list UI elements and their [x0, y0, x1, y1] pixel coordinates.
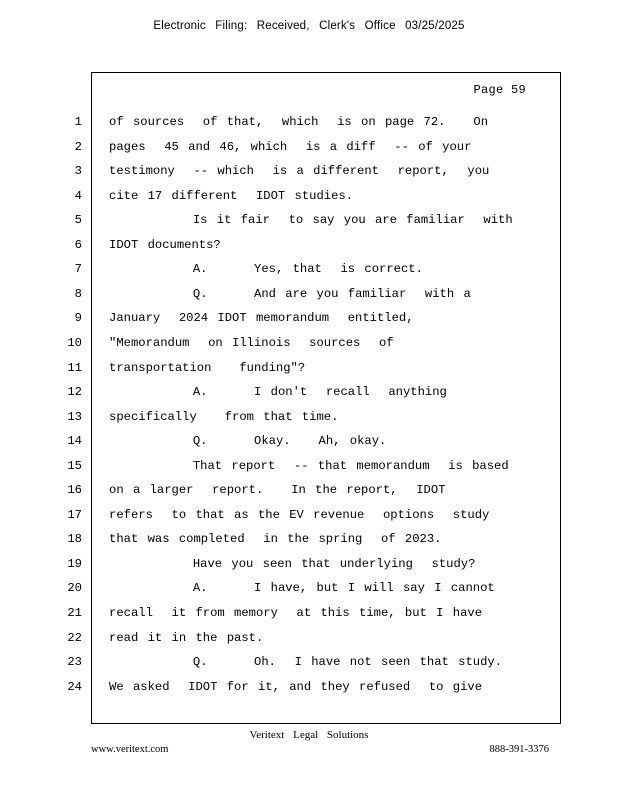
transcript-line	[0, 554, 560, 574]
transcript-line	[0, 284, 560, 304]
line-number: 8	[74, 286, 82, 301]
line-number: 24	[67, 679, 82, 694]
footer-website: www.veritext.com	[91, 744, 169, 755]
transcript-line	[0, 480, 560, 500]
page-number-label: Page 59	[473, 83, 526, 97]
line-text: IDOT documents?	[109, 237, 221, 252]
transcript-line	[0, 186, 560, 206]
line-text: on a larger report. In the report, IDOT	[109, 483, 446, 498]
line-number: 13	[67, 409, 82, 424]
line-number: 11	[67, 360, 82, 375]
transcript-line	[0, 578, 560, 598]
transcript-line	[0, 161, 560, 181]
transcript-line	[0, 333, 560, 353]
line-text: "Memorandum on Illinois sources of	[109, 335, 394, 350]
transcript-line	[0, 358, 560, 378]
line-number: 22	[67, 630, 82, 645]
line-text: of sources of that, which is on page 72. On	[109, 115, 489, 129]
line-number: 14	[67, 434, 82, 449]
line-text: read it in the past.	[109, 630, 264, 645]
line-number: 2	[74, 139, 82, 154]
transcript-line	[0, 505, 560, 525]
transcript-line	[0, 112, 560, 132]
transcript-line	[0, 456, 560, 476]
transcript-line	[0, 137, 560, 157]
transcript-line	[0, 308, 560, 328]
line-number: 3	[74, 164, 82, 179]
line-text: refers to that as the EV revenue options study	[109, 507, 490, 522]
line-text: Have you seen that underlying study?	[109, 556, 476, 571]
line-text: A. I don't recall anything	[109, 385, 447, 400]
line-number: 6	[74, 237, 82, 252]
line-number: 5	[74, 213, 82, 228]
line-number: 21	[67, 606, 82, 620]
line-text: transportation funding"?	[109, 360, 306, 375]
line-number: 9	[74, 311, 82, 326]
line-text: testimony -- which is a different report, you	[109, 164, 490, 179]
transcript-line	[0, 431, 560, 451]
transcript-line	[0, 652, 560, 672]
line-text: pages 45 and 46, which is a diff -- of your	[109, 139, 472, 154]
transcript-line	[0, 529, 560, 549]
filing-stamp-header: Electronic Filing: Received, Clerk's Office 03/25/2025	[153, 20, 465, 32]
line-number: 15	[67, 458, 82, 473]
line-number: 7	[74, 262, 82, 277]
transcript-line	[0, 628, 560, 648]
line-text: Q. Okay. Ah, okay.	[109, 434, 387, 449]
footer-company-name: Veritext Legal Solutions	[249, 729, 369, 741]
transcript-line	[0, 259, 560, 279]
line-text: recall it from memory at this time, but I have	[109, 606, 483, 620]
line-text: Q. And are you familiar with a	[109, 286, 471, 301]
line-text: cite 17 different IDOT studies.	[109, 188, 354, 203]
transcript-line	[0, 382, 560, 402]
transcript-line	[0, 603, 560, 623]
line-text: That report -- that memorandum is based	[109, 458, 509, 473]
line-number: 1	[74, 115, 82, 129]
line-text: Q. Oh. I have not seen that study.	[109, 655, 503, 670]
transcript-line	[0, 407, 560, 427]
line-text: A. Yes, that is correct.	[109, 262, 423, 277]
line-number: 10	[67, 335, 82, 350]
transcript-line	[0, 677, 560, 697]
line-number: 19	[67, 556, 82, 571]
transcript-line	[0, 210, 560, 230]
line-text: Is it fair to say you are familiar with	[109, 213, 513, 228]
footer-phone-number: 888-391-3376	[489, 744, 549, 755]
line-text: January 2024 IDOT memorandum entitled,	[109, 311, 414, 326]
line-text: that was completed in the spring of 2023.	[109, 532, 442, 547]
line-number: 20	[67, 581, 82, 596]
line-text: We asked IDOT for it, and they refused to give	[109, 679, 483, 694]
line-text: A. I have, but I will say I cannot	[109, 581, 495, 596]
line-number: 18	[67, 532, 82, 547]
transcript-line	[0, 235, 560, 255]
line-number: 4	[74, 188, 82, 203]
line-number: 12	[67, 385, 82, 400]
line-number: 23	[67, 655, 82, 670]
line-text: specifically from that time.	[109, 409, 339, 424]
line-number: 17	[67, 507, 82, 522]
line-number: 16	[67, 483, 82, 498]
